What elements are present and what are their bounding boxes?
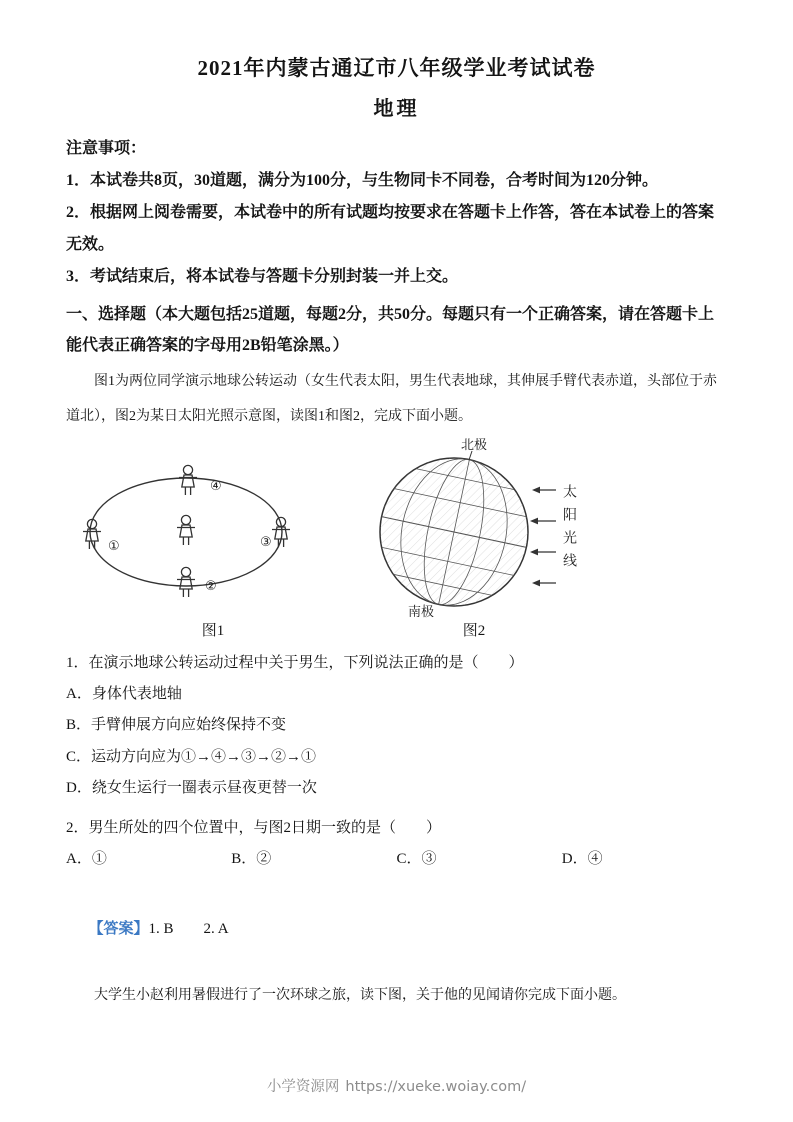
question-1-option-c: C．运动方向应为①→④→③→②→① xyxy=(66,748,317,765)
footer-site-name: 小学资源网 xyxy=(266,1079,340,1095)
footer-url[interactable]: https://xueke.woiay.com/ xyxy=(345,1079,527,1095)
question-2-stem: 2．男生所处的四个位置中，与图2日期一致的是（ ） xyxy=(66,819,442,836)
notice-item-1: 1．本试卷共8页，30道题，满分为100分，与生物同卡不同卷，合考时间为120分钟。 xyxy=(66,172,659,189)
south-pole-label: 南极 xyxy=(408,604,435,618)
figures-row xyxy=(66,438,727,640)
position-label-2: ② xyxy=(205,578,217,594)
orbit-diagram-figure xyxy=(74,450,352,618)
person-figure-center xyxy=(177,515,195,545)
passage-1: 图1为两位同学演示地球公转运动（女生代表太阳，男生代表地球，其伸展手臂代表赤道，头部位于赤道北），图2为某日太阳光照示意图，读图1和图2，完成下面小题。 xyxy=(66,374,717,424)
notice-item-2: 2．根据网上阅卷需要，本试卷中的所有试题均按要求在答题卡上作答，答在本试卷上的答案无效。 xyxy=(66,204,715,253)
section-heading: 一、选择题（本大题包括25道题，每题2分，共50分。每题只有一个正确答案，请在答题卡上能代表正确答案的字母用2B铅笔涂黑。） xyxy=(66,306,715,355)
notice-item-3: 3．考试结束后，将本试卷与答题卡分别封装一并上交。 xyxy=(66,268,459,285)
position-label-1: ① xyxy=(108,538,120,554)
passage-2: 大学生小赵利用暑假进行了一次环球之旅，读下图，关于他的见闻请你完成下面小题。 xyxy=(94,987,626,1003)
question-2-option-a: A．① xyxy=(66,851,107,868)
globe-diagram-figure xyxy=(368,438,580,618)
answer-label: 【答案】 xyxy=(88,920,149,937)
figure-2-wrap xyxy=(368,438,580,640)
question-1-stem: 1．在演示地球公转运动过程中关于男生，下列说法正确的是（ ） xyxy=(66,654,524,671)
sun-ray-arrows xyxy=(530,487,556,587)
globe xyxy=(368,442,542,618)
question-2-option-b: B．② xyxy=(231,851,272,868)
person-figure-bottom xyxy=(177,567,195,597)
figure-2-label: 图2 xyxy=(462,622,486,639)
figure-1-label: 图1 xyxy=(201,622,225,639)
figure-1-wrap xyxy=(74,450,352,640)
question-2-options-row xyxy=(66,843,727,875)
question-1-option-a: A．身体代表地轴 xyxy=(66,685,182,702)
notice-section xyxy=(66,133,727,293)
answer-line xyxy=(66,880,727,979)
position-label-3: ③ xyxy=(260,534,272,550)
question-1-option-b: B．手臂伸展方向应始终保持不变 xyxy=(66,717,287,734)
question-2-option-d: D．④ xyxy=(561,851,603,868)
page-footer xyxy=(0,1075,793,1096)
north-pole-label: 北极 xyxy=(461,437,488,453)
subject-title: 地理 xyxy=(373,98,420,120)
person-figure-top xyxy=(179,465,197,495)
position-label-4: ④ xyxy=(210,478,222,494)
page-title: 2021年内蒙古通辽市八年级学业考试试卷 xyxy=(197,56,596,80)
answer-text: 1. B 2. A xyxy=(148,920,229,937)
notice-header: 注意事项： xyxy=(66,140,147,157)
sun-rays-label: 太阳光线 xyxy=(561,483,577,576)
question-2-option-c: C．③ xyxy=(396,851,437,868)
question-1-option-d: D．绕女生运行一圈表示昼夜更替一次 xyxy=(66,780,317,797)
